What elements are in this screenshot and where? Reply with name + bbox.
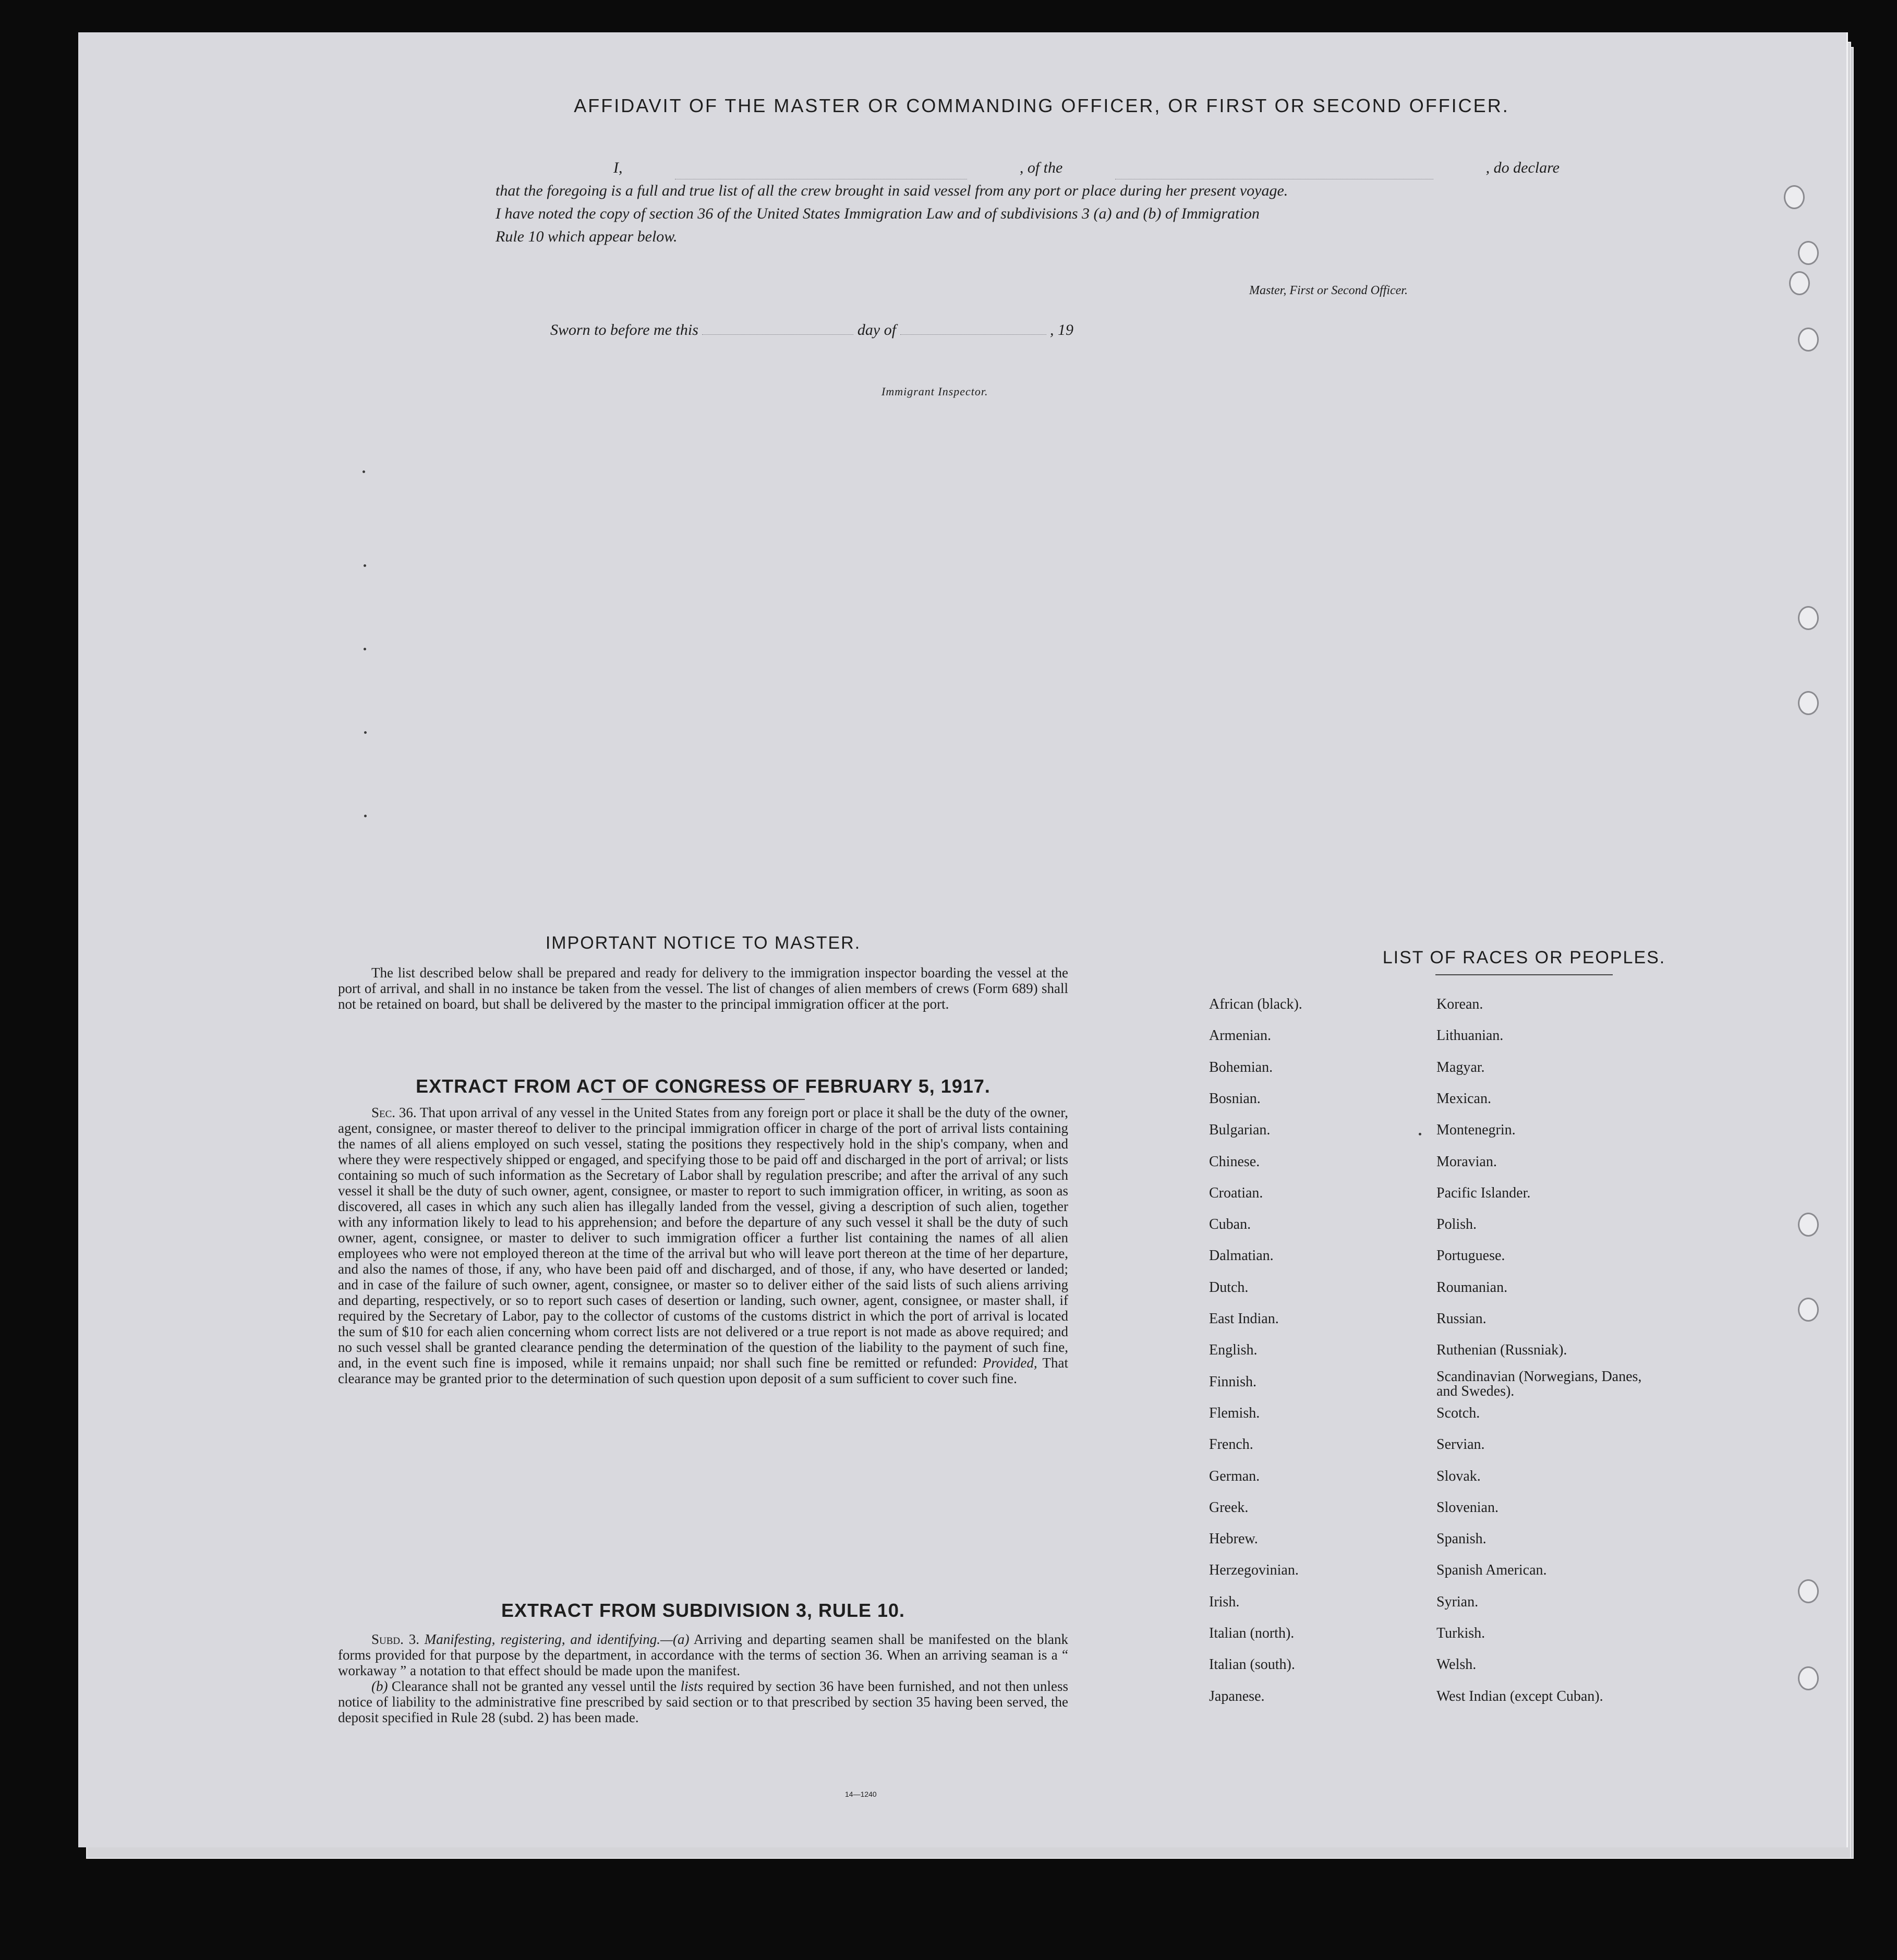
race-item: Lithuanian. (1436, 1027, 1504, 1044)
section-36-label: Sec. 36. (371, 1105, 417, 1120)
subdivision-heading: Manifesting, registering, and identifying.—(a) (424, 1631, 690, 1647)
section-36-body-end: That clearance may be granted prior to the determination of such question upon deposit of a sum sufficient to cover such fine. (338, 1355, 1069, 1386)
inspector-label: Immigrant Inspector. (881, 385, 988, 398)
race-item: East Indian. (1209, 1311, 1279, 1327)
race-item: Cuban. (1209, 1216, 1251, 1233)
punch-hole (1798, 1666, 1819, 1690)
race-item: Roumanian. (1436, 1279, 1508, 1296)
race-item: African (black). (1209, 996, 1302, 1012)
race-item: Servian. (1436, 1436, 1485, 1453)
race-item: Croatian. (1209, 1184, 1263, 1201)
race-item: Moravian. (1436, 1153, 1497, 1170)
subdivision-3-para-b (338, 1678, 1068, 1725)
extract-act-title: EXTRACT FROM ACT OF CONGRESS OF FEBRUARY 5, 1917. (416, 1075, 990, 1097)
signature-label: Master, First or Second Officer. (1249, 284, 1408, 297)
punch-hole (1789, 271, 1810, 295)
race-item: Magyar. (1436, 1059, 1485, 1075)
race-item: Scotch. (1436, 1405, 1480, 1421)
race-item: Japanese. (1209, 1688, 1265, 1704)
punch-hole (1798, 1213, 1819, 1237)
race-item: Spanish. (1436, 1531, 1487, 1547)
race-item: Turkish. (1436, 1625, 1485, 1641)
race-item: Bohemian. (1209, 1059, 1273, 1075)
subdivision-3-text (338, 1631, 1068, 1725)
race-item: Finnish. (1209, 1373, 1257, 1390)
race-item: Italian (north). (1209, 1625, 1295, 1641)
race-item: Korean. (1436, 996, 1483, 1012)
punch-hole (1798, 691, 1819, 715)
punch-hole (1784, 185, 1805, 209)
affidavit-do-declare: , do declare (1485, 159, 1560, 176)
para-b-lists: lists (680, 1678, 704, 1694)
punch-hole (1798, 328, 1819, 352)
extract-rule-title: EXTRACT FROM SUBDIVISION 3, RULE 10. (501, 1600, 905, 1621)
race-item: Herzegovinian. (1209, 1562, 1299, 1579)
affidavit-line-2: that the foregoing is a full and true list of all the crew brought in said vessel from any port or place during her present voyage. (496, 182, 1288, 199)
race-item: Mexican. (1436, 1090, 1491, 1107)
name-blank (675, 156, 967, 179)
race-item: Polish. (1436, 1216, 1477, 1233)
scan-speck (364, 564, 366, 567)
affidavit-i: I, (613, 159, 623, 176)
affidavit-body (496, 156, 1560, 248)
race-item: Spanish American. (1436, 1562, 1547, 1579)
race-item: Greek. (1209, 1499, 1249, 1516)
race-item: Hebrew. (1209, 1531, 1258, 1547)
para-b-label: (b) (371, 1678, 388, 1694)
scan-speck (1419, 1133, 1421, 1135)
race-item: Bulgarian. (1209, 1122, 1271, 1139)
race-item: West Indian (except Cuban). (1436, 1688, 1603, 1704)
section-36-text (338, 1105, 1068, 1386)
race-item: Italian (south). (1209, 1656, 1295, 1673)
race-item: Pacific Islander. (1436, 1184, 1531, 1201)
affidavit-line-3: I have noted the copy of section 36 of the United States Immigration Law and of subdivisions 3 (a) and (b) of Immigration (496, 205, 1260, 222)
year-text: , 19 (1050, 321, 1074, 338)
sworn-text: Sworn to before me this (550, 321, 698, 338)
race-item: Welsh. (1436, 1656, 1477, 1673)
vessel-blank (1115, 156, 1433, 179)
race-item: Irish. (1209, 1593, 1240, 1610)
subdivision-para-a: Arriving and departing seamen shall be manifested on the blank forms provided for that purpose by the department, in accordance with the terms of section 36. When an arriving seaman is a “ workaway ” a notation to that effect should be made upon the manifest. (338, 1631, 1069, 1678)
race-item: Montenegrin. (1436, 1122, 1516, 1139)
race-item: Russian. (1436, 1311, 1487, 1327)
race-item: Dutch. (1209, 1279, 1249, 1296)
race-item: Scandinavian (Norwegians, Danes, and Swedes). (1436, 1368, 1642, 1399)
subdivision-3-para-a (338, 1631, 1068, 1678)
scan-speck (364, 815, 367, 817)
race-item: Armenian. (1209, 1027, 1271, 1044)
sworn-month-blank (900, 334, 1046, 335)
section-36-body: That upon arrival of any vessel in the United States from any foreign port or place it shall be the duty of the owner, agent, consignee, or master thereof to deliver to the principal immigration officer in charge of the port of arrival lists containing the names of all aliens employed on such vessel, stating the positions they respectively hold in the ship's company, when and where they were respectively shipped or engaged, and specifying those to be paid off and discharged in the port of arrival; or lists containing so much of such information as the Secretary of Labor shall by regulation prescribe; and after the arrival of any such vessel it shall be the duty of such owner, agent, consignee, or master to report to such immigration officer, in writing, as soon as discovered, all cases in which any such alien has illegally landed from the vessel, giving a description of such alien, together with any information likely to lead to his apprehension; and before the departure of any such vessel it shall be the duty of such owner, agent, consignee, or master to deliver to such immigration officer a further list containing the names of all alien employees who were not employed thereon at the time of the arrival but who will leave port thereon at the time of her departure, and also the names of those, if any, who have been paid off and discharged, and of those, if any, who have deserted or landed; and in case of the failure of such owner, agent, consignee, or master so to deliver either of the said lists of such aliens arriving and departing, respectively, or so to report such cases of desertion or landing, such owner, agent, consignee, or master shall, if required by the Secretary of Labor, pay to the collector of customs of the customs district in which the port of arrival is located the sum of $10 for each alien concerning whom correct lists are not delivered or a true report is not made as above required; and no such vessel shall be granted clearance pending the determination of the question of the liability to the payment of such fine, and, in the event such fine is imposed, while it remains unpaid; nor shall such fine be remitted or refunded: (338, 1105, 1068, 1371)
punch-hole (1798, 1579, 1819, 1603)
notice-title: IMPORTANT NOTICE TO MASTER. (545, 933, 861, 953)
races-title: LIST OF RACES OR PEOPLES. (1382, 948, 1666, 967)
scan-speck (364, 648, 366, 650)
affidavit-line-4: Rule 10 which appear below. (496, 228, 678, 245)
race-item: English. (1209, 1342, 1258, 1359)
race-item: Chinese. (1209, 1153, 1260, 1170)
notice-body: The list described below shall be prepared and ready for delivery to the immigration inspector boarding the vessel at the port of arrival, and shall in no instance be taken from the vessel. The list of changes of alien members of crews (Form 689) shall not be retained on board, but shall be delivered by the master to the principal immigration officer at the port. (338, 965, 1068, 1012)
para-b-text-2: required by section 36 have been furnished, and not then unless notice of liability to the administrative fine prescribed by said section or to that prescribed by section 35 having been served, the deposit specified in Rule 28 (subd. 2) has been made. (338, 1678, 1069, 1725)
scan-speck (363, 470, 365, 473)
provided-word: Provided, (982, 1355, 1037, 1371)
day-of-text: day of (857, 321, 897, 338)
scan-speck (364, 731, 367, 734)
form-number: 14—1240 (845, 1790, 877, 1798)
race-item: Bosnian. (1209, 1090, 1261, 1107)
affidavit-declaration-line (496, 156, 1560, 179)
document-page (78, 32, 1848, 1847)
race-item: Slovenian. (1436, 1499, 1499, 1516)
punch-hole (1798, 1298, 1819, 1322)
race-item: Dalmatian. (1209, 1248, 1274, 1264)
subdivision-label: Subd. 3. (371, 1631, 419, 1647)
race-item: German. (1209, 1468, 1260, 1484)
race-item: Flemish. (1209, 1405, 1260, 1421)
sworn-day-blank (702, 334, 853, 335)
punch-hole (1798, 606, 1819, 630)
extract-act-rule (601, 1099, 805, 1100)
races-rule (1435, 974, 1613, 975)
race-item: Slovak. (1436, 1468, 1481, 1484)
race-item: Ruthenian (Russniak). (1436, 1342, 1567, 1359)
para-b-text-1: Clearance shall not be granted any vessel until the (391, 1678, 677, 1694)
sworn-line (550, 321, 1073, 339)
affidavit-title: AFFIDAVIT OF THE MASTER OR COMMANDING OFFICER, OR FIRST OR SECOND OFFICER. (574, 95, 1509, 116)
race-item: Syrian. (1436, 1593, 1479, 1610)
affidavit-of-the: , of the (1019, 159, 1063, 176)
race-item: French. (1209, 1436, 1253, 1453)
race-item: Portuguese. (1436, 1248, 1505, 1264)
punch-hole (1798, 241, 1819, 265)
